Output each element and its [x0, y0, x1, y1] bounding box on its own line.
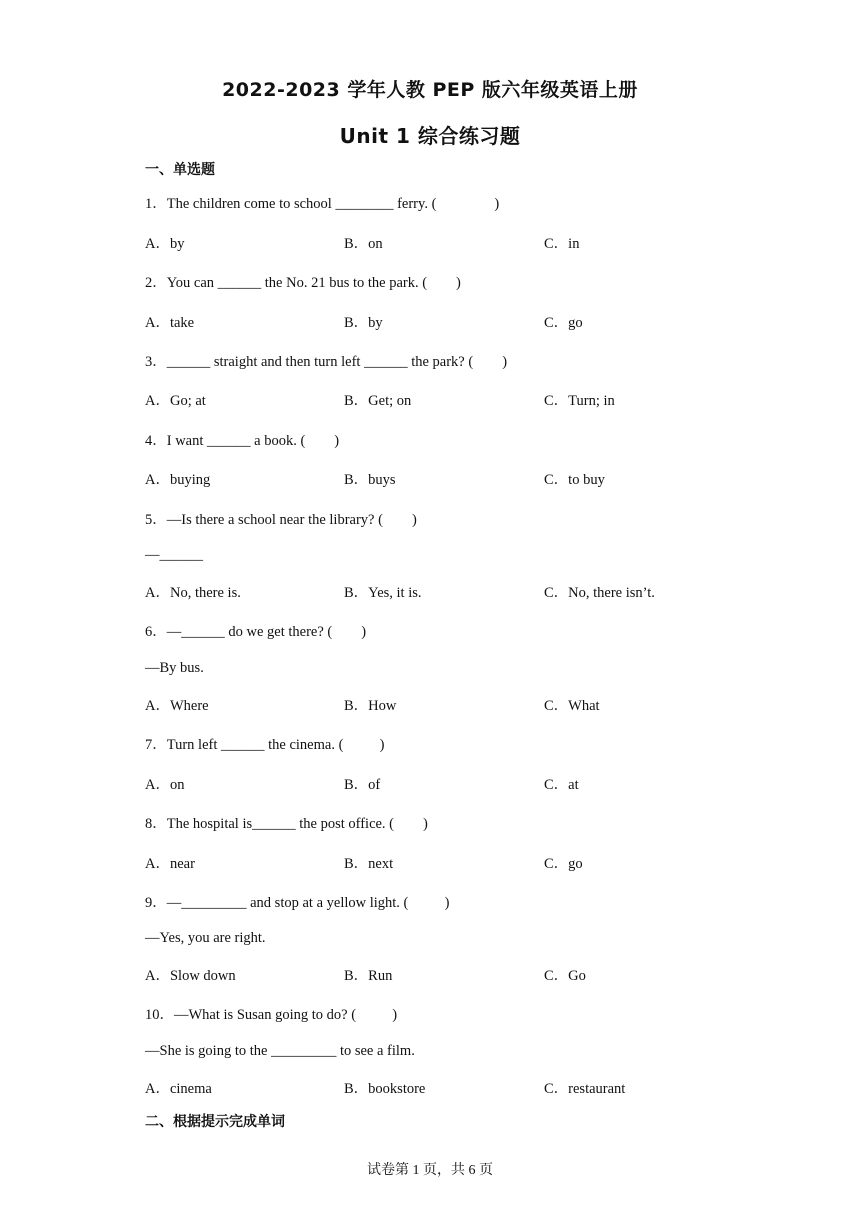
- question-9-option-a: A．Slow down: [145, 968, 236, 984]
- section-heading-single-choice: 一、单选题: [145, 162, 215, 178]
- question-2-option-c: C．go: [544, 315, 583, 331]
- question-5-option-c: C．No, there isn’t.: [544, 585, 655, 601]
- question-3-option-b: B．Get; on: [344, 393, 412, 409]
- question-10-option-b: B．bookstore: [344, 1081, 426, 1097]
- question-7-option-a: A．on: [145, 777, 185, 793]
- section-heading-word-completion: 二、根据提示完成单词: [145, 1114, 285, 1130]
- question-6-option-b: B．How: [344, 698, 397, 714]
- question-9-option-c: C．Go: [544, 968, 586, 984]
- question-9-response: —Yes, you are right.: [145, 930, 266, 946]
- question-7-option-b: B．of: [344, 777, 381, 793]
- document-subtitle: Unit 1 综合练习题: [339, 124, 521, 148]
- question-4-stem: 4．I want ______ a book. ( ): [145, 433, 340, 449]
- question-8-option-c: C．go: [544, 856, 583, 872]
- question-3-option-c: C．Turn; in: [544, 393, 615, 409]
- question-4-option-b: B．buys: [344, 472, 396, 488]
- question-9-option-b: B．Run: [344, 968, 393, 984]
- question-8-option-a: A．near: [145, 856, 195, 872]
- question-10-option-a: A．cinema: [145, 1081, 212, 1097]
- question-7-stem: 7．Turn left ______ the cinema. ( ): [145, 737, 385, 753]
- question-5-option-b: B．Yes, it is.: [344, 585, 422, 601]
- question-1-option-c: C．in: [544, 236, 580, 252]
- question-3-stem: 3．______ straight and then turn left ______ the park? ( ): [145, 354, 508, 370]
- question-1-option-a: A．by: [145, 236, 185, 252]
- question-8-stem: 8．The hospital is______ the post office. ( ): [145, 816, 428, 832]
- question-6-option-c: C．What: [544, 698, 600, 714]
- question-5-option-a: A．No, there is.: [145, 585, 241, 601]
- question-4-option-a: A．buying: [145, 472, 211, 488]
- question-2-option-b: B．by: [344, 315, 383, 331]
- question-4-option-c: C．to buy: [544, 472, 605, 488]
- question-8-option-b: B．next: [344, 856, 394, 872]
- question-1-stem: 1．The children come to school ________ ferry. ( ): [145, 196, 500, 212]
- question-3-option-a: A．Go; at: [145, 393, 206, 409]
- question-6-response: —By bus.: [145, 660, 204, 676]
- question-2-option-a: A．take: [145, 315, 195, 331]
- document-title: 2022-2023 学年人教 PEP 版六年级英语上册: [222, 79, 638, 101]
- question-6-stem: 6．—______ do we get there? ( ): [145, 624, 367, 640]
- question-5-stem: 5．—Is there a school near the library? ( ): [145, 512, 417, 528]
- question-10-stem: 10．—What is Susan going to do? ( ): [145, 1007, 398, 1023]
- question-5-response: —______: [145, 547, 203, 563]
- question-6-option-a: A．Where: [145, 698, 209, 714]
- question-1-option-b: B．on: [344, 236, 383, 252]
- question-10-response: —She is going to the _________ to see a film.: [145, 1043, 415, 1059]
- question-9-stem: 9．—_________ and stop at a yellow light. ( ): [145, 895, 450, 911]
- page-footer: 试卷第 1 页，共 6 页: [367, 1163, 493, 1178]
- question-7-option-c: C．at: [544, 777, 579, 793]
- question-10-option-c: C．restaurant: [544, 1081, 626, 1097]
- question-2-stem: 2．You can ______ the No. 21 bus to the park. ( ): [145, 275, 461, 291]
